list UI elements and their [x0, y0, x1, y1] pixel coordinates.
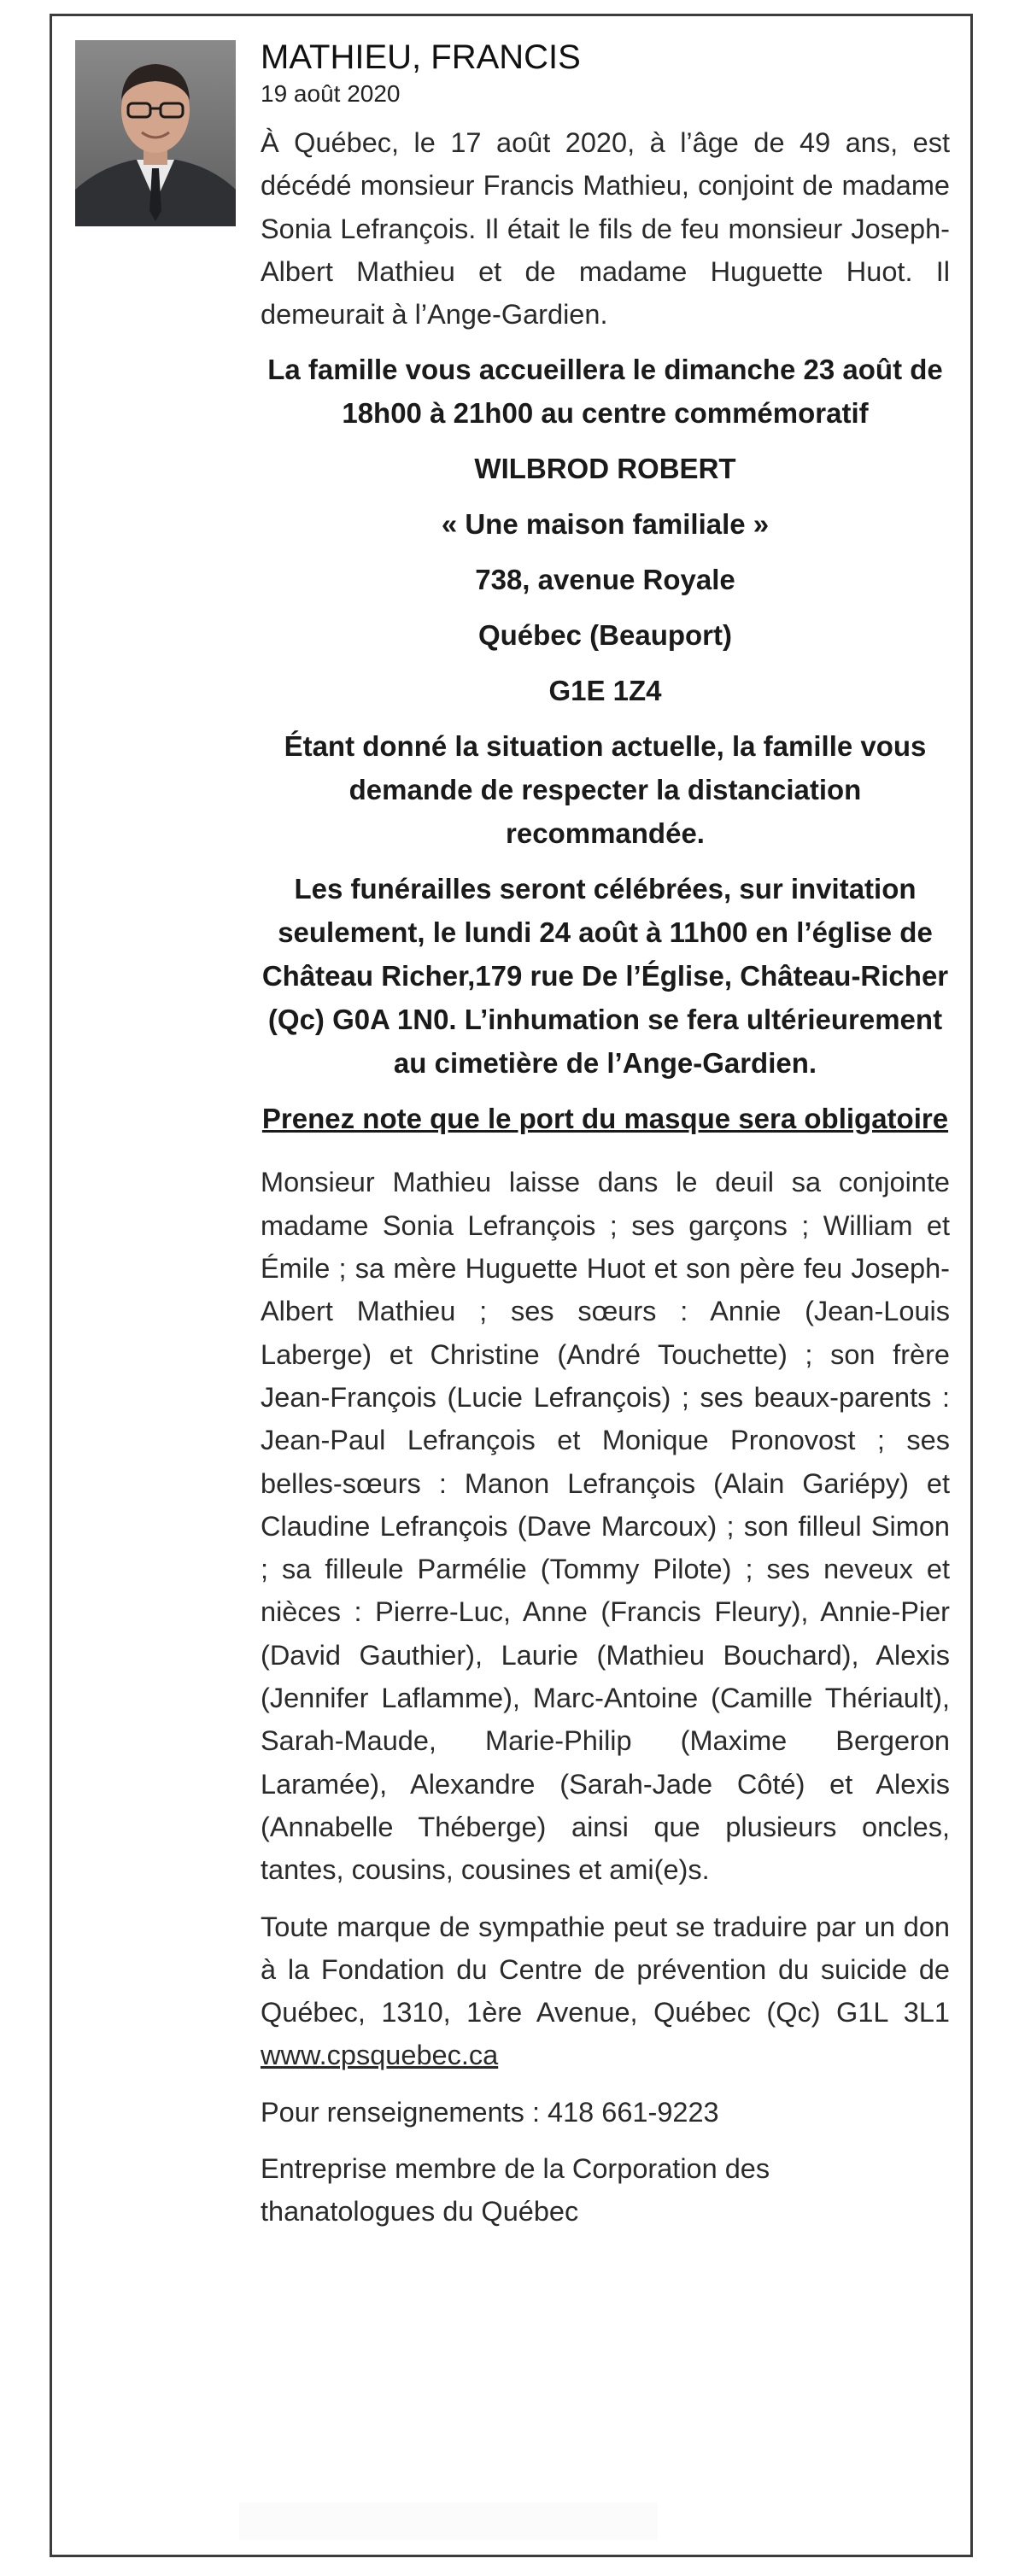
visitation-announcement: La famille vous accueillera le dimanche 23 août de 18h00 à 21h00 au centre commémoratif — [267, 354, 943, 430]
donation-link[interactable]: www.cpsquebec.ca — [261, 2040, 499, 2071]
funeral-home-name: WILBROD ROBERT — [474, 453, 736, 485]
mask-notice: Prenez note que le port du masque sera obligatoire — [261, 1103, 949, 1135]
funeral-home-city: Québec (Beauport) — [477, 619, 733, 652]
obituary-content — [261, 38, 950, 2234]
portrait-photo — [75, 40, 236, 226]
intro-paragraph: À Québec, le 17 août 2020, à l’âge de 49 ans, est décédé monsieur Francis Mathieu, conjoint de madame Sonia Lefrançois. Il était le fils de feu monsieur Joseph-Albert Mathieu et de madame Huguette Huot. Il demeurait à l’Ange-Gardien. — [261, 127, 950, 331]
publication-date: 19 août 2020 — [261, 80, 401, 107]
funeral-home-postal-code: G1E 1Z4 — [548, 675, 662, 707]
membership-note: Entreprise membre de la Corporation des thanatologues du Québec — [261, 2153, 770, 2228]
funeral-home-tagline: « Une maison familiale » — [441, 508, 770, 541]
info-line: Pour renseignements : 418 661-9223 — [261, 2096, 719, 2128]
distancing-notice: Étant donné la situation actuelle, la famille vous demande de respecter la distanciation recommandée. — [284, 730, 927, 850]
deceased-name: MATHIEU, FRANCIS — [261, 38, 581, 76]
funeral-notice: Les funérailles seront célébrées, sur invitation seulement, le lundi 24 août à 11h00 en l’église de Château Richer,179 rue De l’Église, Château-Richer (Qc) G0A 1N0. L’inhumation se fera ultérieurement au cimetière de l’Ange-Gardien. — [261, 873, 949, 1080]
donation-text: Toute marque de sympathie peut se traduire par un don à la Fondation du Centre de prévention du suicide de Québec, 1310, 1ère Avenue, Québec (Qc) G1L 3L1 — [261, 1911, 950, 2029]
survivors-paragraph: Monsieur Mathieu laisse dans le deuil sa conjointe madame Sonia Lefrançois ; ses garçons ; William et Émile ; sa mère Huguette Huot et son père feu Joseph-Albert Mathieu ; ses sœurs : Annie (Jean-Louis Laberge) et Christine (André Touchette) ; son frère Jean-François (Lucie Lefrançois) ; ses beaux-parents : Jean-Paul Lefrançois et Monique Pronovost ; ses belles-sœurs : Manon Lefrançois (Alain Gariépy) et Claudine Lefrançois (Dave Marcoux) ; son filleul Simon ; sa filleule Parmélie (Tommy Pilote) ; ses neveux et nièces : Pierre-Luc, Anne (Francis Fleury), Annie-Pier (David Gauthier), Laurie (Mathieu Bouchard), Alexis (Jennifer Laflamme), Marc-Antoine (Camille Thériault), Sarah-Maude, Marie-Philip (Maxime Bergeron Laramée), Alexandre (Sarah-Jade Côté) et Alexis (Annabelle Théberge) ainsi que plusieurs oncles, tantes, cousins, cousines et ami(e)s. — [261, 1167, 950, 1886]
funeral-home-street: 738, avenue Royale — [475, 564, 735, 596]
footer-shade — [239, 2503, 658, 2540]
donation-paragraph — [261, 1906, 950, 2077]
